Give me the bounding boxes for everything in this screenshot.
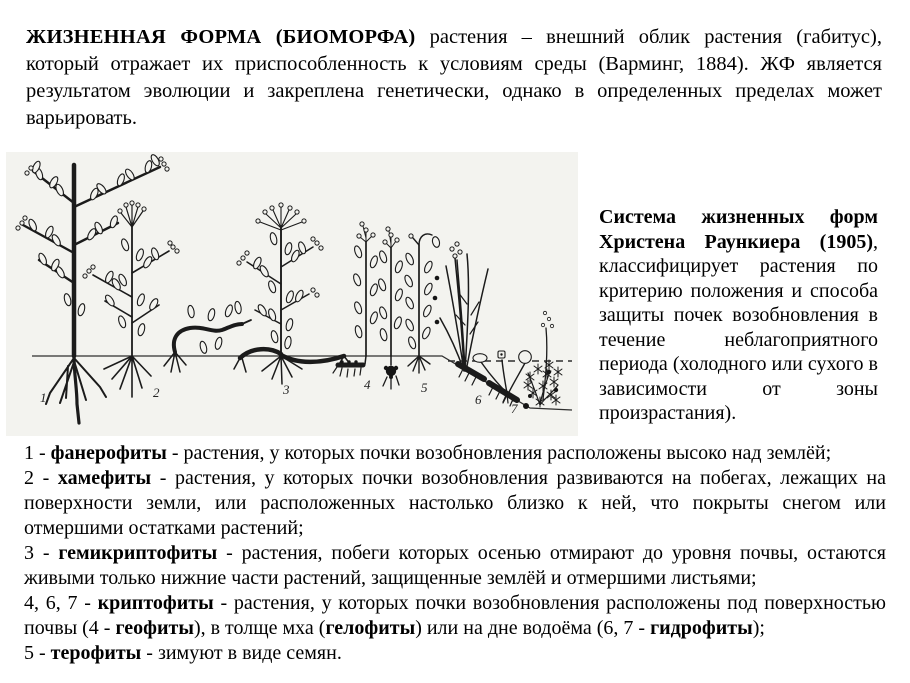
definition-chamaephytes: 2 - хамефиты - растения, у которых почки возобновления развиваются на побегах, лежащих на поверхности земли, или расположенных настолько близко к ней, что покрыты снегом или отмершими остатками растений; — [24, 467, 886, 539]
figure-label-1: 1 — [40, 390, 47, 405]
hydrophyte-emergent-drawing — [440, 242, 488, 371]
definition-phanerophytes: 1 - фанерофиты - растения, у которых почки возобновления расположены высоко над землёй; — [24, 442, 832, 464]
figure-label-6: 6 — [475, 392, 482, 407]
life-forms-illustration — [6, 152, 578, 436]
figure-label-5: 5 — [421, 380, 428, 395]
phanerophyte-tree-drawing — [16, 153, 169, 423]
definition-hemicryptophytes: 3 - гемикриптофиты - растения, побеги которых осенью отмирают до уровня почвы, остаются живыми только нижние части растений, защищенные землёй и отмершими листьями; — [24, 542, 886, 589]
geophyte-bulb-drawing — [377, 227, 404, 389]
bank-rhizomes-drawing — [458, 364, 529, 409]
seed-dots — [433, 276, 440, 325]
geophyte-rhizome-drawing — [333, 222, 379, 377]
definition-therophytes: 5 - терофиты - зимуют в виде семян. — [24, 642, 342, 664]
intro-paragraph: ЖИЗНЕННАЯ ФОРМА (БИОМОРФА) растения – внешний облик растения (габитус), который отражает их приспособленность к условиям среды (Варминг, 1884). ЖФ является результатом эволюции и закреплена генетически, однако в определенных пределах может варьировать. — [26, 26, 882, 129]
definition-cryptophytes: 4, 6, 7 - криптофиты - растения, у которых почки возобновления расположены под поверхностью почвы (4 - геофиты), в толще мха (гелофиты) или на дне водоёма (6, 7 - гидрофиты); — [24, 592, 886, 639]
life-forms-figure — [6, 152, 578, 436]
therophyte-drawing — [403, 234, 440, 373]
figure-label-2: 2 — [153, 385, 160, 400]
figure-label-4: 4 — [364, 377, 371, 392]
figure-label-7: 7 — [511, 401, 518, 416]
raunkier-paragraph: Система жизненных форм Христена Раункиера (1905), классифицирует растения по критерию положения и способа защиты почек возобновления в течение неблагоприятного периода (холодного или сухого в зависимости от зоны произрастания). — [599, 206, 878, 424]
hemicryptophyte-drawing — [234, 203, 350, 384]
definitions-list — [24, 441, 886, 666]
figure-label-3: 3 — [283, 382, 290, 397]
